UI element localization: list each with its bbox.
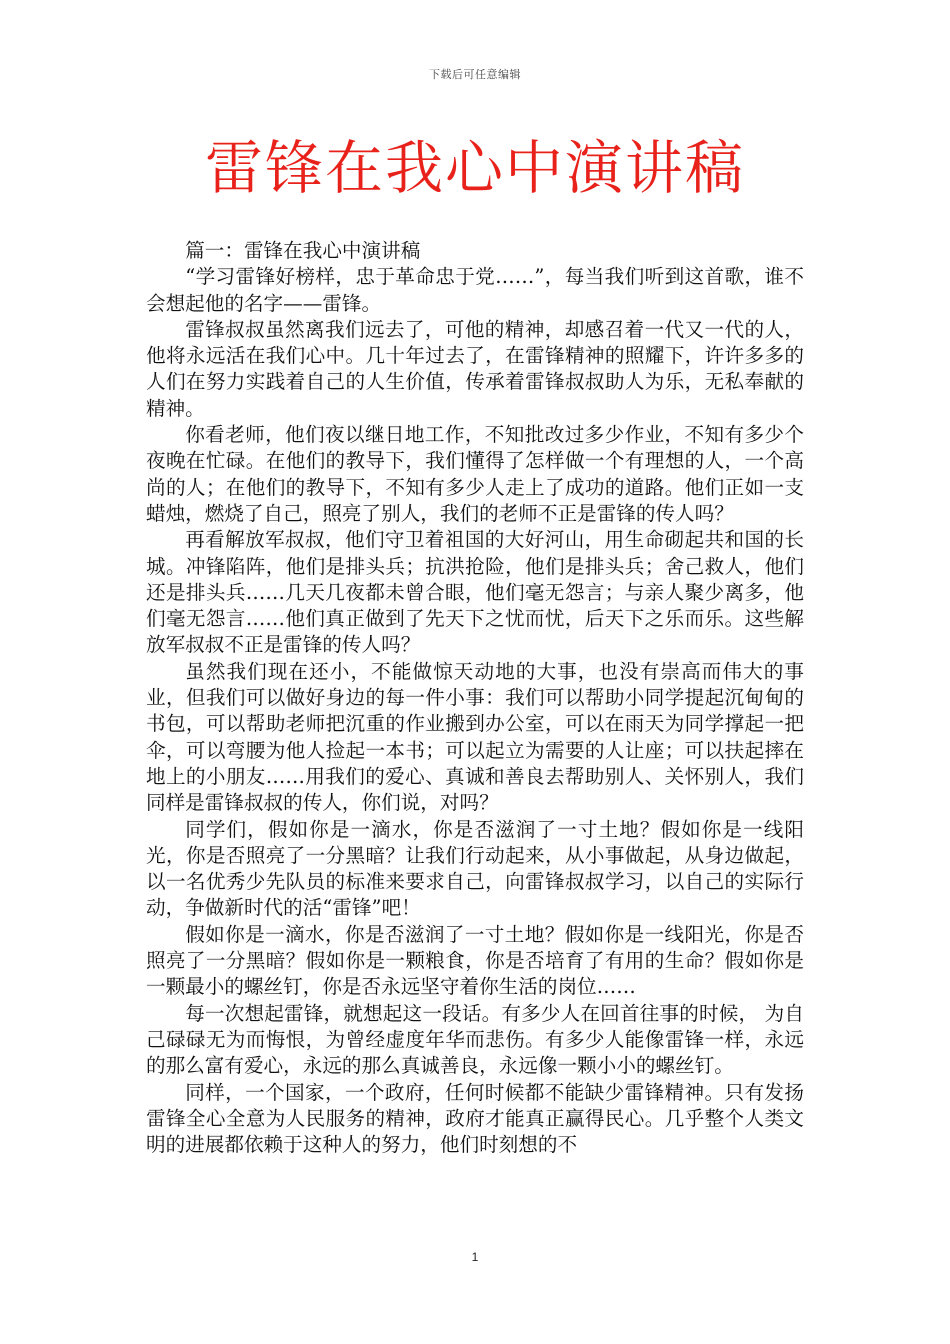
document-body (146, 238, 804, 1158)
section-heading: 篇一：雷锋在我心中演讲稿 (185, 239, 421, 262)
paragraph: 再看解放军叔叔，他们守卫着祖国的大好河山，用生命砌起共和国的长城。冲锋陷阵，他们是排头兵；抗洪抢险，他们是排头兵；舍己救人，他们还是排头兵……几天几夜都未曾合眼，他们毫无怨言；与亲人聚少离多，他们毫无怨言……他们真正做到了先天下之忧而忧，后天下之乐而乐。这些解放军叔叔不正是雷锋的传人吗？ (146, 528, 804, 657)
paragraph: 你看老师，他们夜以继日地工作，不知批改过多少作业，不知有多少个夜晚在忙碌。在他们的教导下，我们懂得了怎样做一个有理想的人，一个高尚的人；在他们的教导下，不知有多少人走上了成功的道路。他们正如一支蜡烛，燃烧了自己，照亮了别人，我们的老师不正是雷锋的传人吗？ (146, 423, 804, 525)
document-title: 雷锋在我心中演讲稿 (204, 134, 745, 202)
paragraph: “学习雷锋好榜样，忠于革命忠于党……”，每当我们听到这首歌，谁不会想起他的名字——雷锋。 (146, 265, 804, 315)
page-number: 1 (471, 1250, 479, 1264)
paragraph: 假如你是一滴水，你是否滋润了一寸土地？假如你是一线阳光，你是否照亮了一分黑暗？假如你是一颗粮食，你是否培育了有用的生命？假如你是一颗最小的螺丝钉，你是否永远坚守着你生活的岗位…… (146, 922, 804, 999)
paragraph: 虽然我们现在还小，不能做惊天动地的大事，也没有崇高而伟大的事业，但我们可以做好身边的每一件小事：我们可以帮助小同学提起沉甸甸的书包，可以帮助老师把沉重的作业搬到办公室，可以在雨天为同学撑起一把伞，可以弯腰为他人捡起一本书；可以起立为需要的人让座；可以扶起摔在地上的小朋友……用我们的爱心、真诚和善良去帮助别人、关怀别人，我们同样是雷锋叔叔的传人，你们说，对吗？ (146, 659, 804, 815)
paragraph: 同样，一个国家，一个政府，任何时候都不能缺少雷锋精神。只有发扬雷锋全心全意为人民服务的精神，政府才能真正赢得民心。几乎整个人类文明的进展都依赖于这种人的努力，他们时刻想的不 (146, 1080, 804, 1157)
paragraph: 每一次想起雷锋，就想起这一段话。有多少人在回首往事的时候， 为自己碌碌无为而悔恨，为曾经虚度年华而悲伤。有多少人能像雷锋一样，永远的那么富有爱心，永远的那么真诚善良，永远像一颗小小的螺丝钉。 (146, 1001, 804, 1078)
paragraph: 雷锋叔叔虽然离我们远去了，可他的精神，却感召着一代又一代的人，他将永远活在我们心中。几十年过去了，在雷锋精神的照耀下，许许多多的人们在努力实践着自己的人生价值，传承着雷锋叔叔助人为乐，无私奉献的精神。 (146, 317, 804, 420)
paragraph: 同学们，假如你是一滴水，你是否滋润了一寸土地？假如你是一线阳光，你是否照亮了一分黑暗？让我们行动起来，从小事做起，从身边做起，以一名优秀少先队员的标准来要求自己，向雷锋叔叔学习，以自己的实际行动，争做新时代的活“雷锋”吧！ (146, 817, 804, 920)
header-note: 下载后可任意编辑 (429, 68, 521, 81)
